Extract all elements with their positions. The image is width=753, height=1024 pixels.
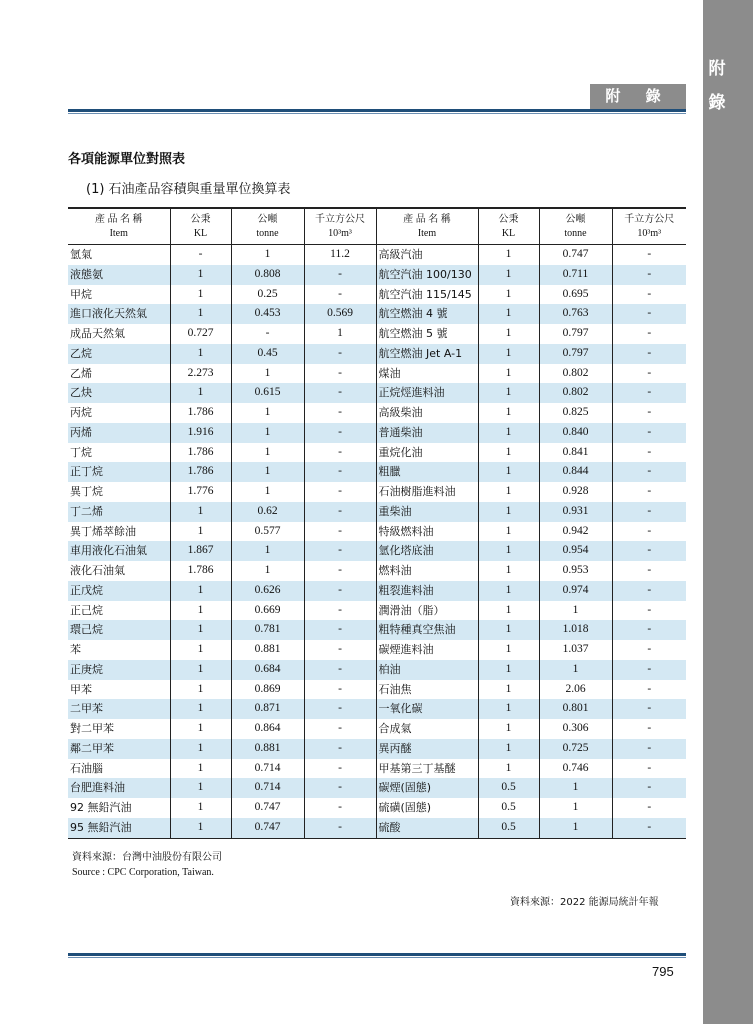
table-cell: 液態氨: [68, 265, 170, 285]
table-cell: -: [647, 682, 652, 695]
table-cell: 柏油: [376, 660, 478, 680]
table-cell: 航空汽油 115/145: [376, 285, 478, 305]
table-cell: 0.808: [231, 265, 304, 285]
table-row: [68, 285, 686, 305]
table-cell: 正庚烷: [68, 660, 170, 680]
table-cell: 煤油: [376, 364, 478, 384]
table-subtitle: (1) 石油產品容積與重量單位換算表: [86, 182, 291, 197]
table-cell: -: [304, 660, 376, 680]
table-cell: 石油焦: [376, 680, 478, 700]
table-cell: -: [612, 265, 686, 285]
table-row: [68, 620, 686, 640]
table-cell: 0.869: [231, 680, 304, 700]
table-cell: 0.577: [231, 522, 304, 542]
table-cell: 重柴油: [376, 502, 478, 522]
table-cell: -: [647, 485, 652, 497]
table-row: [68, 660, 686, 680]
table-cell: -: [170, 245, 231, 265]
table-row: [68, 324, 686, 344]
conversion-table: [68, 207, 686, 839]
table-cell: -: [304, 818, 376, 838]
table-cell: 高級柴油: [376, 403, 478, 423]
table-cell: -: [647, 248, 652, 260]
header-m3-right: 千立方公尺 10³m³: [624, 214, 675, 239]
table-cell: 特級燃料油: [376, 522, 478, 542]
table-cell: 1: [478, 364, 539, 384]
page-number: 795: [652, 964, 674, 979]
table-cell: -: [304, 443, 376, 463]
table-cell: 1: [170, 581, 231, 601]
table-cell: 92 無鉛汽油: [68, 798, 170, 818]
table-cell: -: [304, 285, 376, 305]
table-cell: 1: [478, 304, 539, 324]
table-cell: 1: [170, 778, 231, 798]
table-cell: -: [647, 564, 652, 576]
table-cell: -: [304, 640, 376, 660]
header-rule: [68, 109, 686, 112]
table-row: [68, 719, 686, 739]
table-row: [68, 344, 686, 364]
table-cell: 1: [478, 344, 539, 364]
table-cell: 苯: [68, 640, 170, 660]
table-cell: 11.2: [304, 245, 376, 265]
table-cell: 硫磺(固態): [376, 798, 478, 818]
table-cell: 乙烷: [68, 344, 170, 364]
source-note-report: 資料來源：2022 能源局統計年報: [510, 897, 659, 908]
table-row: [68, 581, 686, 601]
table-cell: 1: [170, 719, 231, 739]
table-cell: -: [304, 620, 376, 640]
table-cell: 1.037: [539, 640, 612, 660]
table-cell: 異丁烷: [68, 482, 170, 502]
table-cell: 正丁烷: [68, 462, 170, 482]
table-cell: -: [647, 524, 652, 537]
table-cell: 0.747: [539, 245, 612, 265]
header-item-right: 產 品 名 稱 Item: [376, 208, 478, 245]
table-cell: 0.669: [231, 601, 304, 621]
table-cell: -: [304, 739, 376, 759]
table-cell: 甲烷: [68, 285, 170, 305]
table-cell: 合成氣: [376, 719, 478, 739]
table-cell: -: [612, 502, 686, 522]
table-cell: 1.916: [170, 423, 231, 443]
table-row: [68, 423, 686, 443]
table-cell: -: [612, 699, 686, 719]
table-cell: 重烷化油: [376, 443, 478, 463]
table-cell: 0.714: [231, 778, 304, 798]
table-cell: -: [304, 462, 376, 482]
table-cell: -: [304, 522, 376, 542]
table-cell: 1: [539, 778, 612, 798]
table-cell: 1: [478, 699, 539, 719]
table-row: [68, 462, 686, 482]
table-cell: 0.801: [539, 699, 612, 719]
table-cell: 0.840: [539, 423, 612, 443]
table-cell: 碳煙進料油: [376, 640, 478, 660]
table-cell: 0.711: [539, 265, 612, 285]
table-cell: 1: [478, 245, 539, 265]
table-cell: 航空汽油 100/130: [376, 265, 478, 285]
table-cell: 1: [170, 660, 231, 680]
table-cell: -: [304, 344, 376, 364]
table-cell: 0.746: [539, 759, 612, 779]
table-cell: 1: [170, 798, 231, 818]
table-cell: 1: [170, 601, 231, 621]
table-cell: -: [612, 778, 686, 798]
table-cell: -: [612, 620, 686, 640]
table-row: [68, 383, 686, 403]
table-cell: -: [304, 778, 376, 798]
table-cell: 環己烷: [68, 620, 170, 640]
table-row: [68, 601, 686, 621]
table-cell: 1: [170, 640, 231, 660]
table-cell: 1: [478, 502, 539, 522]
table-cell: 0.684: [231, 660, 304, 680]
table-cell: 1: [478, 324, 539, 344]
table-cell: 0.931: [539, 502, 612, 522]
table-cell: 2.06: [539, 680, 612, 700]
table-cell: 0.725: [539, 739, 612, 759]
table-row: [68, 304, 686, 324]
table-cell: 台肥進料油: [68, 778, 170, 798]
table-cell: -: [304, 581, 376, 601]
table-cell: 2.273: [170, 364, 231, 384]
table-cell: 0.797: [539, 344, 612, 364]
table-cell: -: [612, 383, 686, 403]
table-cell: -: [304, 601, 376, 621]
table-cell: 1: [170, 818, 231, 838]
header-tab: 附 錄: [590, 84, 686, 109]
table-cell: -: [304, 403, 376, 423]
table-cell: 1: [231, 423, 304, 443]
table-cell: -: [304, 561, 376, 581]
source-note-en: Source : CPC Corporation, Taiwan.: [72, 867, 214, 878]
table-cell: 0.953: [539, 561, 612, 581]
table-cell: 0.942: [539, 522, 612, 542]
table-cell: 1: [478, 601, 539, 621]
table-cell: 甲基第三丁基醚: [376, 759, 478, 779]
table-cell: -: [612, 660, 686, 680]
table-cell: 0.747: [231, 818, 304, 838]
table-cell: 0.695: [539, 285, 612, 305]
header-kl-left: 公秉 KL: [170, 208, 231, 245]
table-cell: 1: [231, 482, 304, 502]
table-cell: 0.626: [231, 581, 304, 601]
table-cell: 1: [170, 383, 231, 403]
table-cell: 甲苯: [68, 680, 170, 700]
table-cell: 乙炔: [68, 383, 170, 403]
table-row: [68, 482, 686, 502]
table-cell: 1.786: [170, 561, 231, 581]
table-cell: 1: [170, 502, 231, 522]
table-cell: 0.615: [231, 383, 304, 403]
table-cell: 1: [170, 285, 231, 305]
table-cell: 乙烯: [68, 364, 170, 384]
table-cell: 1: [478, 265, 539, 285]
side-bar: [703, 0, 753, 1024]
table-cell: 0.802: [539, 383, 612, 403]
table-cell: 0.5: [478, 798, 539, 818]
table-cell: 0.825: [539, 403, 612, 423]
table-row: [68, 798, 686, 818]
table-cell: 1: [231, 403, 304, 423]
table-cell: 0.954: [539, 541, 612, 561]
table-cell: -: [612, 739, 686, 759]
table-row: [68, 403, 686, 423]
table-cell: -: [647, 406, 652, 418]
header-item-left: 產 品 名 稱 Item: [68, 208, 170, 245]
table-cell: 0.763: [539, 304, 612, 324]
table-cell: 高級汽油: [376, 245, 478, 265]
table-cell: 1: [478, 423, 539, 443]
table-cell: 0.797: [539, 324, 612, 344]
table-cell: -: [304, 423, 376, 443]
table-cell: 丁二烯: [68, 502, 170, 522]
table-cell: 0.864: [231, 719, 304, 739]
table-cell: 石油樹脂進料油: [376, 482, 478, 502]
table-cell: -: [612, 344, 686, 364]
table-row: [68, 561, 686, 581]
table-cell: 1: [478, 482, 539, 502]
table-cell: 進口液化天然氣: [68, 304, 170, 324]
table-cell: -: [304, 759, 376, 779]
table-row: [68, 739, 686, 759]
table-cell: 1: [170, 522, 231, 542]
table-cell: 車用液化石油氣: [68, 541, 170, 561]
table-cell: 1: [304, 324, 376, 344]
table-cell: -: [647, 366, 652, 379]
table-cell: 1: [478, 620, 539, 640]
table-cell: 正戊烷: [68, 581, 170, 601]
table-cell: 1: [478, 660, 539, 680]
table-cell: 1: [231, 541, 304, 561]
table-cell: 1: [170, 739, 231, 759]
side-label-char: 附: [708, 59, 726, 79]
table-cell: 正己烷: [68, 601, 170, 621]
table-cell: 1: [478, 462, 539, 482]
table-cell: -: [304, 798, 376, 818]
table-cell: -: [612, 541, 686, 561]
header-tonne-left: 公噸 tonne: [231, 208, 304, 245]
table-cell: 1: [170, 344, 231, 364]
table-cell: 1.776: [170, 482, 231, 502]
table-cell: 0.802: [539, 364, 612, 384]
table-cell: 1: [170, 699, 231, 719]
table-cell: 丙烷: [68, 403, 170, 423]
table-cell: 0.747: [231, 798, 304, 818]
table-cell: 0.727: [170, 324, 231, 344]
table-cell: -: [612, 818, 686, 838]
table-cell: 0.928: [539, 482, 612, 502]
table-cell: 0.5: [478, 818, 539, 838]
table-cell: 粗臘: [376, 462, 478, 482]
table-row: [68, 778, 686, 798]
table-cell: 丙烯: [68, 423, 170, 443]
table-cell: 1: [170, 620, 231, 640]
table-header-row: [68, 208, 686, 245]
table-cell: 95 無鉛汽油: [68, 818, 170, 838]
table-cell: 0.569: [304, 304, 376, 324]
table-row: [68, 245, 686, 265]
table-cell: 二甲苯: [68, 699, 170, 719]
table-cell: 氫氣: [68, 245, 170, 265]
table-cell: 1: [478, 759, 539, 779]
header-rule-thin: [68, 113, 686, 114]
table-cell: 0.453: [231, 304, 304, 324]
table-row: [68, 265, 686, 285]
table-cell: 異丁烯萃餘油: [68, 522, 170, 542]
table-cell: 燃料油: [376, 561, 478, 581]
table-cell: 1: [539, 818, 612, 838]
table-cell: -: [647, 761, 652, 774]
table-cell: -: [304, 680, 376, 700]
footer-rule-thin: [68, 957, 686, 958]
table-cell: 1: [478, 522, 539, 542]
table-cell: 1: [478, 680, 539, 700]
footer-rule: [68, 953, 686, 956]
table-cell: -: [304, 699, 376, 719]
table-cell: 0.306: [539, 719, 612, 739]
header-tonne-right: 公噸 tonne: [539, 208, 612, 245]
source-note-zh: 資料來源：台灣中油股份有限公司: [72, 852, 222, 863]
table-cell: 異丙醚: [376, 739, 478, 759]
table-cell: 1: [478, 541, 539, 561]
table-row: [68, 818, 686, 838]
table-cell: 1.018: [539, 620, 612, 640]
table-cell: 1: [170, 265, 231, 285]
table-cell: 1.786: [170, 443, 231, 463]
table-cell: 1: [170, 304, 231, 324]
table-cell: 0.25: [231, 285, 304, 305]
table-cell: -: [612, 304, 686, 324]
table-cell: 0.45: [231, 344, 304, 364]
table-cell: -: [647, 445, 652, 458]
table-cell: 1: [478, 640, 539, 660]
table-cell: -: [304, 482, 376, 502]
table-cell: 1: [231, 364, 304, 384]
table-cell: 0.5: [478, 778, 539, 798]
table-row: [68, 522, 686, 542]
table-cell: -: [647, 287, 652, 300]
table-cell: 1.786: [170, 403, 231, 423]
side-label: [706, 52, 728, 120]
table-cell: -: [304, 502, 376, 522]
table-cell: 航空燃油 4 號: [376, 304, 478, 324]
table-cell: -: [647, 327, 652, 339]
table-cell: 0.62: [231, 502, 304, 522]
table-cell: 1: [478, 561, 539, 581]
table-cell: 石油腦: [68, 759, 170, 779]
table-row: [68, 364, 686, 384]
table-cell: -: [304, 383, 376, 403]
table-cell: 鄰二甲苯: [68, 739, 170, 759]
table-cell: 1: [539, 660, 612, 680]
table-cell: 1: [539, 601, 612, 621]
table-cell: 航空燃油 Jet A-1: [376, 344, 478, 364]
table-cell: 液化石油氣: [68, 561, 170, 581]
table-cell: -: [612, 462, 686, 482]
table-cell: 1.786: [170, 462, 231, 482]
table-cell: 氫化塔底油: [376, 541, 478, 561]
table-cell: -: [647, 801, 652, 813]
table-cell: 對二甲苯: [68, 719, 170, 739]
table-row: [68, 640, 686, 660]
table-cell: 0.781: [231, 620, 304, 640]
table-cell: 1: [231, 462, 304, 482]
table-cell: 0.881: [231, 739, 304, 759]
table-cell: 1: [478, 383, 539, 403]
table-cell: 粗裂進料油: [376, 581, 478, 601]
table-cell: 1: [478, 719, 539, 739]
table-cell: 正烷烴進料油: [376, 383, 478, 403]
table-cell: -: [304, 265, 376, 285]
table-cell: 普通柴油: [376, 423, 478, 443]
table-cell: 1: [539, 798, 612, 818]
table-cell: 0.714: [231, 759, 304, 779]
table-cell: 碳煙(固態): [376, 778, 478, 798]
table-cell: 0.841: [539, 443, 612, 463]
table-cell: -: [647, 722, 652, 734]
table-cell: 航空燃油 5 號: [376, 324, 478, 344]
table-row: [68, 680, 686, 700]
table-row: [68, 699, 686, 719]
table-cell: -: [304, 541, 376, 561]
page-title: 各項能源單位對照表: [68, 152, 186, 167]
table-cell: 0.844: [539, 462, 612, 482]
table-cell: 一氧化碳: [376, 699, 478, 719]
table-cell: 1: [478, 403, 539, 423]
table-cell: -: [647, 603, 652, 616]
side-label-char: 錄: [708, 93, 726, 113]
table-cell: -: [304, 719, 376, 739]
table-row: [68, 759, 686, 779]
table-cell: -: [612, 581, 686, 601]
table-cell: 0.881: [231, 640, 304, 660]
table-cell: 硫酸: [376, 818, 478, 838]
table-row: [68, 502, 686, 522]
table-cell: 粗特種真空焦油: [376, 620, 478, 640]
table-cell: 1.867: [170, 541, 231, 561]
table-cell: -: [231, 324, 304, 344]
table-cell: 1: [478, 581, 539, 601]
table-cell: 成品天然氣: [68, 324, 170, 344]
header-kl-right: 公秉 KL: [478, 208, 539, 245]
table-row: [68, 443, 686, 463]
table-cell: -: [304, 364, 376, 384]
table-cell: 丁烷: [68, 443, 170, 463]
table-cell: -: [612, 423, 686, 443]
table-cell: 0.974: [539, 581, 612, 601]
table-cell: 1: [478, 739, 539, 759]
table-cell: 1: [231, 561, 304, 581]
table-cell: 1: [170, 759, 231, 779]
table-cell: 潤滑油（脂）: [376, 601, 478, 621]
table-cell: -: [647, 643, 652, 655]
table-cell: 0.871: [231, 699, 304, 719]
table-cell: 1: [170, 680, 231, 700]
table-cell: 1: [231, 443, 304, 463]
table-cell: 1: [478, 443, 539, 463]
table-cell: 1: [478, 285, 539, 305]
table-row: [68, 541, 686, 561]
header-m3-left: 千立方公尺 10³m³: [304, 208, 376, 245]
table-cell: 1: [231, 245, 304, 265]
